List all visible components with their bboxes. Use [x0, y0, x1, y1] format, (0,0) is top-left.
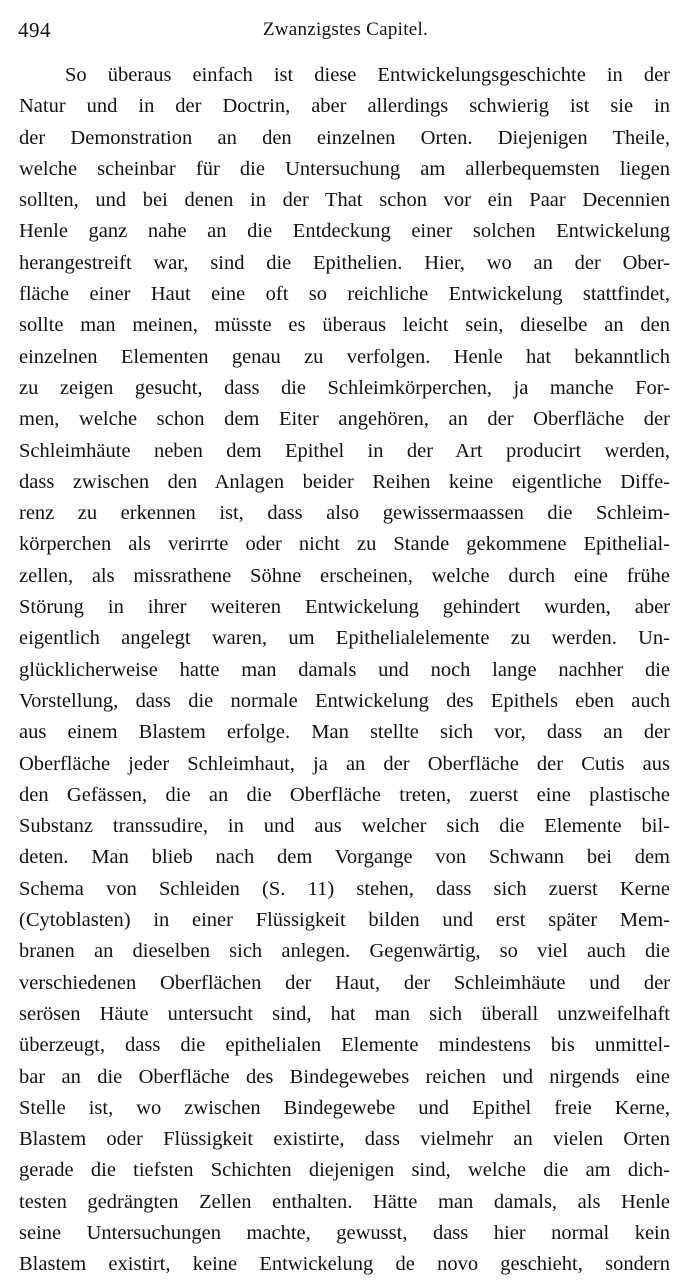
text-line: gerade die tiefsten Schichten diejenigen sind, welche die am dich-	[19, 1159, 670, 1182]
text-line: dass zwischen den Anlagen beider Reihen keine eigentliche Diffe-	[19, 470, 670, 493]
text-line: zellen, als missrathene Söhne erscheinen, welche durch eine frühe	[19, 564, 670, 587]
text-line: Stelle ist, wo zwischen Bindegewebe und Epithel freie Kerne,	[19, 1096, 670, 1119]
text-line: zu zeigen gesucht, dass die Schleimkörperchen, ja manche For-	[19, 376, 670, 399]
text-line: sollten, und bei denen in der That schon vor ein Paar Decennien	[19, 189, 670, 212]
text-line: herangestreift war, sind die Epithelien. Hier, wo an der Ober-	[19, 251, 670, 274]
text-line: serösen Häute untersucht sind, hat man sich überall unzweifelhaft	[19, 1002, 670, 1025]
text-line: fläche einer Haut eine oft so reichliche Entwickelung stattfindet,	[19, 283, 670, 306]
text-line: überzeugt, dass die epithelialen Elemente mindestens bis unmittel-	[19, 1034, 670, 1057]
text-line: deten. Man blieb nach dem Vorgange von Schwann bei dem	[19, 846, 670, 869]
text-line: Natur und in der Doctrin, aber allerdings schwierig ist sie in	[19, 95, 670, 118]
text-line: glücklicherweise hatte man damals und noch lange nachher die	[19, 658, 670, 681]
text-line: aus einem Blastem erfolge. Man stellte sich vor, dass an der	[19, 721, 670, 744]
text-line: verschiedenen Oberflächen der Haut, der Schleimhäute und der	[19, 971, 670, 994]
text-line: einzelnen Elementen genau zu verfolgen. Henle hat bekanntlich	[19, 345, 670, 368]
text-line: welche scheinbar für die Untersuchung am allerbequemsten liegen	[19, 157, 670, 180]
text-line: Blastem existirt, keine Entwickelung de novo geschieht, sondern	[19, 1253, 670, 1276]
text-line: Schleimhäute neben dem Epithel in der Art producirt werden,	[19, 439, 670, 462]
text-line: seine Untersuchungen machte, gewusst, dass hier normal kein	[19, 1221, 670, 1244]
text-line: branen an dieselben sich anlegen. Gegenwärtig, so viel auch die	[19, 940, 670, 963]
text-line: sollte man meinen, müsste es überaus leicht sein, dieselbe an den	[19, 314, 670, 337]
text-line: bar an die Oberfläche des Bindegewebes reichen und nirgends eine	[19, 1065, 670, 1088]
text-line: So überaus einfach ist diese Entwickelungsgeschichte in der	[65, 64, 670, 86]
text-line: Henle ganz nahe an die Entdeckung einer solchen Entwickelung	[19, 220, 670, 243]
text-line: renz zu erkennen ist, dass also gewissermaassen die Schleim-	[19, 502, 670, 525]
text-line: der Demonstration an den einzelnen Orten. Diejenigen Theile,	[19, 126, 670, 149]
text-line: Störung in ihrer weiteren Entwickelung gehindert wurden, aber	[19, 596, 670, 619]
text-line: Oberfläche jeder Schleimhaut, ja an der Oberfläche der Cutis aus	[19, 752, 670, 775]
text-line: Blastem oder Flüssigkeit existirte, dass vielmehr an vielen Orten	[19, 1128, 670, 1151]
text-line: Schema von Schleiden (S. 11) stehen, dass sich zuerst Kerne	[19, 877, 670, 900]
text-line: Vorstellung, dass die normale Entwickelung des Epithels eben auch	[19, 689, 670, 712]
text-line: den Gefässen, die an die Oberfläche treten, zuerst eine plastische	[19, 783, 670, 806]
page-number: 494	[18, 18, 51, 42]
text-line: eigentlich angelegt waren, um Epithelialelemente zu werden. Un-	[19, 627, 670, 650]
body-paragraph	[19, 60, 670, 1281]
text-line: men, welche schon dem Eiter angehören, an der Oberfläche der	[19, 408, 670, 431]
running-head	[18, 16, 673, 46]
text-line: (Cytoblasten) in einer Flüssigkeit bilden und erst später Mem-	[19, 909, 670, 932]
chapter-title: Zwanzigstes Capitel.	[262, 19, 429, 40]
text-line: Substanz transsudire, in und aus welcher sich die Elemente bil-	[19, 815, 670, 838]
text-line: testen gedrängten Zellen enthalten. Hätte man damals, als Henle	[19, 1190, 670, 1213]
text-line: körperchen als verirrte oder nicht zu Stande gekommene Epithelial-	[19, 533, 670, 556]
